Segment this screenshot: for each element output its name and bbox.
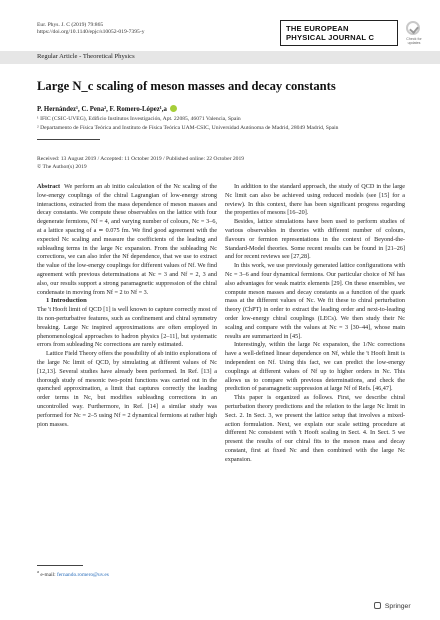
author-names: P. Hernández¹, C. Pena², F. Romero-López¹,a: [37, 106, 167, 113]
publication-dates: [37, 156, 244, 171]
category-band: [0, 51, 440, 64]
affiliation-1: ¹ IFIC (CSIC-UVEG), Edificio Institutos Investigación, Apt. 22085, 46071 Valencia, Spain: [37, 116, 241, 122]
abstract: [37, 183, 217, 297]
doi-link[interactable]: https://doi.org/10.1140/epjc/s10052-019-7395-y: [37, 29, 145, 35]
journal-logo: [280, 20, 398, 46]
right-column: [225, 183, 405, 465]
publisher-logo: [374, 602, 411, 610]
email-link[interactable]: fernando.romero@uv.es: [56, 571, 109, 578]
body-paragraph: Interestingly, within the large Nc expansion, the 1/Nc corrections have a well-defined linear dependence on Nf, while the 't Hooft limit is independent on Nf. Using this fact, we can predict the low-energy couplings at different values of Nf up to higher orders in Nc. This allows us to compare with previous determinations, and check the prediction of paramagnetic suppression at large Nf of Refs. [46,47].: [225, 341, 405, 393]
footnote-marker: a: [37, 569, 39, 574]
springer-horse-icon: [374, 602, 381, 609]
body-paragraph: This paper is organized as follows. First, we describe chiral perturbation theory predictions and the relation to the large Nc limit in Sect. 2. In Sect. 3, we present the lattice setup that involves a mixed-action formulation. Next, we explain our scale setting procedure at different Nc consistent with 't Hooft scaling in Sect. 4. In Sect. 5 we present the results of our chiral fits to the meson mass and decay constant, first at fixed Nc and then combined with the large Nc expansion.: [225, 394, 405, 463]
affiliation-2: ² Departamento de Física Teórica and Instituto de Física Teórica UAM-CSIC, Universidad Autónoma de Madrid, 28049 Madrid, Spain: [37, 125, 339, 131]
footnote-divider: [37, 565, 83, 566]
intro-paragraph: The 't Hooft limit of QCD [1] is well known to capture correctly most of its non-perturbative features, such as confinement and chiral symmetry breaking. Large Nc inspired approximations are often employed in phenomenological approaches to hadron physics [2–11], but systematic errors from subleading Nc corrections are rarely estimated.: [37, 306, 217, 349]
citation-info: [37, 22, 145, 36]
intro-paragraph: Lattice Field Theory offers the possibility of ab initio explorations of the large Nc limit of QCD, by simulating at different values of Nc [12,13]. Several studies have already been performed. In Ref. [13] a thorough study of mesonic two-point functions was carried out in the quenched approximation, a limit that captures correctly the leading order terms in Nc, but modifies subleading corrections in an uncontrolled way. Furthermore, in Ref. [14] a similar study was performed for Nc = 2–5 using Nf = 2 dynamical fermions at rather high pion masses.: [37, 350, 217, 428]
copyright-line: © The Author(s) 2019: [37, 163, 87, 170]
body-paragraph: Besides, lattice simulations have been used to perform studies of various observables in theories with different number of colours, flavours or fermion representations in the context of Beyond-the-Standard-Model theories. Some recent results can be found in [21–26] and for recent reviews see [27,28].: [225, 218, 405, 261]
journal-name-line2: PHYSICAL JOURNAL C: [286, 33, 375, 43]
footnote: [37, 569, 109, 578]
citation-line: Eur. Phys. J. C (2019) 79:865: [37, 22, 104, 28]
abstract-text: We perform an ab initio calculation of the Nc scaling of the low-energy couplings of the chiral Lagrangian of low-energy strong interactions, extracted from the mass dependence of meson masses and decay constants. We compute these observables on the lattice with four degenerate fermions, Nf = 4, and varying number of colours, Nc = 3–6, at a lattice spacing of a ≃ 0.075 fm. We find good agreement with the expected Nc scaling and measure the coefficients of the leading and subleading terms in the large Nc expansion. From the subleading Nc corrections, we can also infer the Nf dependence, that we use to extract the value of the low-energy couplings for different values of Nf. We find agreement with previous determinations at Nc = 3 and Nf = 2, 3 and also, our results support a strong paramagnetic suppression of the chiral condensate in moving from Nf = 2 to Nf = 3.: [37, 183, 217, 296]
body-paragraph: In addition to the standard approach, the study of QCD in the large Nc limit can also be achieved using reduced models (see [15] for a review). In this context, there has been significant progress regarding the properties of mesons [16–20].: [225, 183, 405, 217]
paper-title: Large N_c scaling of meson masses and decay constants: [37, 79, 336, 93]
left-column: [37, 183, 217, 429]
crossmark-label: Check for updates: [406, 37, 422, 45]
crossmark-icon: [406, 21, 420, 35]
abstract-label: Abstract: [37, 183, 61, 190]
orcid-icon[interactable]: [170, 105, 177, 112]
author-list: [37, 105, 177, 113]
footnote-label: e-mail:: [40, 571, 57, 578]
divider: [37, 139, 100, 140]
dates-line: Received: 13 August 2019 / Accepted: 11 October 2019 / Published online: 22 October 2019: [37, 156, 245, 162]
publisher-name: Springer: [384, 603, 411, 610]
journal-name-line1: THE EUROPEAN: [286, 24, 349, 33]
section-heading: 1 Introduction: [46, 297, 87, 305]
article-category: Regular Article - Theoretical Physics: [37, 53, 135, 60]
crossmark-button[interactable]: [403, 20, 423, 46]
body-paragraph: In this work, we use previously generated lattice configurations with Nc = 3–6 and four dynamical fermions. Our particular choice of Nf has also advantages for weak matrix elements [29]. On these ensembles, we compute meson masses and decay constants as a function of the quark mass at the different values of Nc. We fit these to chiral perturbation theory (ChPT) in order to extract the leading order and next-to-leading order low-energy chiral couplings (LECs). We then study their Nc scaling and compare with the values at Nc = 3 [30–44], whose main results are summarized in [45].: [225, 262, 405, 340]
